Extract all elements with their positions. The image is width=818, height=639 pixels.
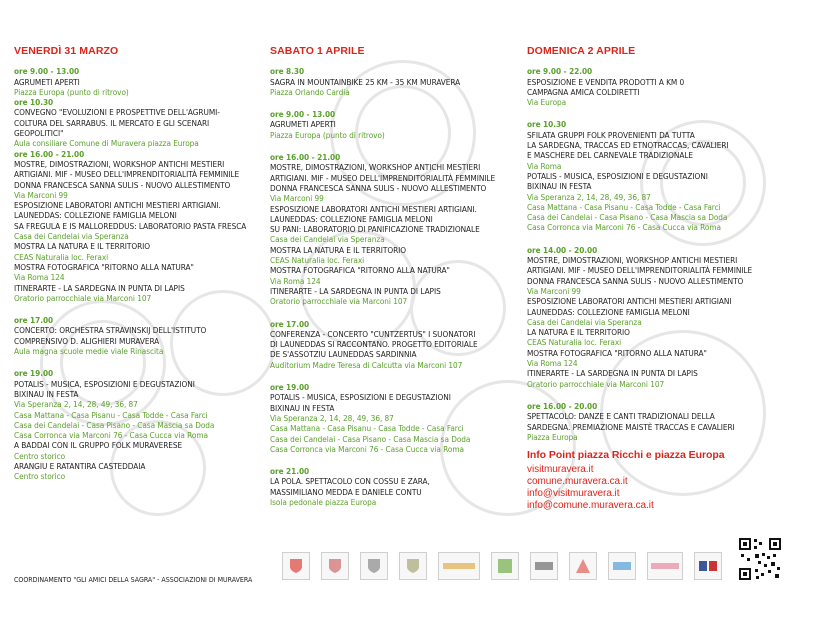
crest-logo: [282, 552, 310, 580]
spacer: [270, 140, 520, 152]
event-location: Via Marconi 99: [527, 285, 581, 296]
event-description: AGRUMETI APERTI: [270, 119, 336, 130]
event-location: Via Marconi 99: [270, 193, 324, 204]
event-description: SPETTACOLO: DANZE E CANTI TRADIZIONALI DELLA: [527, 411, 715, 422]
day-heading: VENERDÌ 31 MARZO: [14, 45, 119, 57]
day-heading: DOMENICA 2 APRILE: [527, 45, 636, 57]
event-description: SU PANI: LABORATORIO DI PANIFICAZIONE TRADIZIONALE: [270, 224, 480, 235]
event-description: DI LAUNEDDAS SI RACCONTANO. PROGETTO EDITORIALE: [270, 339, 478, 350]
info-link[interactable]: info@comune.muravera.ca.it: [527, 500, 654, 512]
event-description: ARTIGIANI. MIF - MUSEO DELL'IMPRENDITORIALITÀ FEMMINILE: [527, 265, 753, 276]
event-description: POTALIS - MUSICA, ESPOSIZIONI E DEGUSTAZIONI: [527, 170, 708, 181]
event-description: LAUNEDDAS: COLLEZIONE FAMIGLIA MELONI: [270, 213, 433, 224]
event-time: ore 10.30: [527, 119, 567, 130]
event-location: Casa dei Candelai via Speranza: [270, 234, 385, 245]
event-description: AGRUMETI APERTI: [14, 76, 80, 87]
event-description: LAUNEDDAS: COLLEZIONE FAMIGLIA MELONI: [14, 210, 177, 221]
event-description: MOSTRA FOTOGRAFICA "RITORNO ALLA NATURA": [527, 347, 707, 358]
event-location: Centro storico: [14, 450, 66, 461]
day-heading: SABATO 1 APRILE: [270, 45, 365, 57]
event-description: DONNA FRANCESCA SANNA SULIS - NUOVO ALLESTIMENTO: [270, 182, 487, 193]
event-description: BIXINAU IN FESTA: [270, 402, 335, 413]
event-time: ore 19.00: [14, 368, 54, 379]
event-description: DONNA FRANCESCA SANNA SULIS - NUOVO ALLESTIMENTO: [527, 275, 744, 286]
event-description: MOSTRA LA NATURA E IL TERRITORIO: [14, 241, 151, 252]
info-link[interactable]: info@visitmuravera.it: [527, 488, 620, 500]
qr-code-icon[interactable]: [738, 537, 782, 581]
event-description: MOSTRA FOTOGRAFICA "RITORNO ALLA NATURA": [270, 265, 450, 276]
event-location: Casa dei Candelai - Casa Pisano - Casa Mascia sa Doda: [14, 419, 215, 430]
event-time: ore 16.00 - 20.00: [527, 400, 598, 411]
spacer: [14, 303, 264, 315]
event-location: Aula consiliare Comune di Muravera piazza Europa: [14, 138, 199, 149]
event-time: ore 9.00 - 22.00: [527, 66, 593, 77]
event-location: Via Roma: [527, 160, 562, 171]
event-location: Piazza Europa: [527, 431, 578, 442]
event-location: Casa Mattana - Casa Pisanu - Casa Todde - Casa Farci: [527, 201, 721, 212]
event-description: ITINERARTE - LA SARDEGNA IN PUNTA DI LAPIS: [14, 282, 185, 293]
event-description: POTALIS - MUSICA, ESPOSIZIONI E DEGUSTAZIONI: [270, 392, 451, 403]
event-description: COMPRENSIVO D. ALIGHIERI MURAVERA: [14, 335, 160, 346]
event-time: ore 16.00 - 21.00: [14, 148, 85, 159]
event-location: Oratorio parrocchiale via Marconi 107: [270, 296, 408, 307]
event-location: Isola pedonale piazza Europa: [270, 496, 377, 507]
sponsor-logos: [282, 552, 722, 580]
event-description: SARDEGNA. PREMIAZIONE MAISTÈ TRACCAS E CAVALIERI: [527, 421, 735, 432]
region-logo: [321, 552, 349, 580]
info-link[interactable]: visitmuravera.it: [527, 464, 594, 476]
event-location: Oratorio parrocchiale via Marconi 107: [527, 378, 665, 389]
event-description: COLTURA DEL SARRABUS. IL MERCATO E GLI SCENARI: [14, 117, 210, 128]
spacer: [527, 233, 777, 245]
event-time: ore 10.30: [14, 97, 54, 108]
event-description: MOSTRE, DIMOSTRAZIONI, WORKSHOP ANTICHI MESTIERI: [527, 255, 738, 266]
info-link[interactable]: comune.muravera.ca.it: [527, 476, 628, 488]
event-description: ARTIGIANI. MIF - MUSEO DELL'IMPRENDITORIALITÀ FEMMINILE: [14, 169, 240, 180]
event-list: [14, 66, 264, 481]
event-list: [527, 66, 777, 442]
spacer: [527, 107, 777, 119]
event-description: CONFERENZA - CONCERTO "CUNTZERTUS" I SUONATORI: [270, 328, 476, 339]
event-description: MOSTRA LA NATURA E IL TERRITORIO: [270, 244, 407, 255]
event-location: Auditorium Madre Teresa di Calcutta via Marconi 107: [270, 359, 463, 370]
event-description: SFILATA GRUPPI FOLK PROVENIENTI DA TUTTA: [527, 129, 695, 140]
event-time: ore 9.00 - 13.00: [14, 66, 80, 77]
event-location: CEAS Naturalia loc. Feraxi: [270, 255, 365, 266]
event-time: ore 9.00 - 13.00: [270, 109, 336, 120]
event-time: ore 16.00 - 21.00: [270, 152, 341, 163]
event-location: Aula magna scuole medie viale Rinascita: [14, 346, 164, 357]
event-location: Casa dei Candelai - Casa Pisano - Casa Mascia sa Doda: [270, 433, 471, 444]
event-description: ITINERARTE - LA SARDEGNA IN PUNTA DI LAPIS: [527, 368, 698, 379]
event-description: POTALIS - MUSICA, ESPOSIZIONI E DEGUSTAZIONI: [14, 378, 195, 389]
program-column-saturday: [270, 42, 520, 507]
muravera-logo: [647, 552, 683, 580]
event-description: LA SARDEGNA, TRACCAS ED ETNOTRACCAS, CAVALIERI: [527, 140, 729, 151]
sardegna-logo: [438, 552, 480, 580]
event-description: BIXINAU IN FESTA: [14, 388, 79, 399]
event-location: Casa Corronca via Marconi 76 - Casa Cucca via Roma: [527, 222, 721, 233]
coldiretti-logo: [608, 552, 636, 580]
event-description: E MASCHERE DEL CARNEVALE TRADIZIONALE: [527, 150, 694, 161]
event-location: Casa dei Candelai via Speranza: [14, 231, 129, 242]
event-description: MASSIMILIANO MEDDA E DANIELE CONTU: [270, 486, 422, 497]
event-time: ore 19.00: [270, 382, 310, 393]
event-location: Piazza Europa (punto di ritrovo): [270, 129, 385, 140]
event-description: DE S'ASSOTZIU LAUNEDDAS SARDINNIA: [270, 349, 417, 360]
event-location: Piazza Orlando Cardia: [270, 86, 350, 97]
event-description: A BADDAI CON IL GRUPPO FOLK MURAVERESE: [14, 440, 183, 451]
event-location: Via Europa: [527, 97, 567, 108]
event-time: ore 17.00: [14, 315, 54, 326]
event-time: ore 21.00: [270, 466, 310, 477]
event-description: ARANGIU E RATANTIRA CASTEDDAIA: [14, 460, 146, 471]
event-description: DONNA FRANCESCA SANNA SULIS - NUOVO ALLESTIMENTO: [14, 179, 231, 190]
event-location: Via Speranza 2, 14, 28, 49, 36, 87: [270, 412, 394, 423]
event-time: ore 17.00: [270, 318, 310, 329]
event-description: LA NATURA E IL TERRITORIO: [527, 327, 630, 338]
event-description: ARTIGIANI. MIF - MUSEO DELL'IMPRENDITORIALITÀ FEMMINILE: [270, 172, 496, 183]
event-description: ESPOSIZIONE LABORATORI ANTICHI MESTIERI ARTIGIANI.: [270, 203, 477, 214]
event-description: LA POLA. SPETTACOLO CON COSSU E ZARA,: [270, 476, 430, 487]
municipality-logo: [399, 552, 427, 580]
event-location: Via Marconi 99: [14, 189, 68, 200]
event-location: CEAS Naturalia loc. Feraxi: [527, 337, 622, 348]
event-list: [270, 66, 520, 507]
event-location: Casa Mattana - Casa Pisanu - Casa Todde - Casa Farci: [270, 423, 464, 434]
event-location: Centro storico: [14, 471, 66, 482]
event-description: BIXINAU IN FESTA: [527, 181, 592, 192]
province-logo: [360, 552, 388, 580]
event-description: ESPOSIZIONE LABORATORI ANTICHI MESTIERI ARTIGIANI.: [14, 200, 221, 211]
social-icons[interactable]: [694, 552, 722, 580]
footer-credit: COORDINAMENTO "GLI AMICI DELLA SAGRA" - ASSOCIAZIONI DI MURAVERA: [14, 576, 253, 584]
event-time: ore 8.30: [270, 66, 305, 77]
event-location: Casa dei Candelai - Casa Pisano - Casa Mascia sa Doda: [527, 212, 728, 223]
event-description: CONVEGNO "EVOLUZIONI E PROSPETTIVE DELL'AGRUMI-: [14, 107, 220, 118]
event-location: Casa Corronca via Marconi 76 - Casa Cucca via Roma: [14, 430, 208, 441]
naturalia-logo: [491, 552, 519, 580]
event-description: CONCERTO: ORCHESTRA STRAVINSKIJ DELL'ISTITUTO: [14, 325, 207, 336]
event-description: GEOPOLITICI": [14, 128, 64, 139]
event-location: CEAS Naturalia loc. Feraxi: [14, 251, 109, 262]
event-description: ITINERARTE - LA SARDEGNA IN PUNTA DI LAPIS: [270, 285, 441, 296]
spacer: [14, 356, 264, 368]
event-location: Piazza Europa (punto di ritrovo): [14, 86, 129, 97]
event-location: Via Speranza 2, 14, 28, 49, 36, 87: [527, 191, 651, 202]
program-column-sunday: [527, 42, 777, 512]
spacer: [527, 389, 777, 401]
event-location: Via Speranza 2, 14, 28, 49, 36, 87: [14, 399, 138, 410]
event-location: Casa Corronca via Marconi 76 - Casa Cucca via Roma: [270, 443, 464, 454]
event-time: ore 14.00 - 20.00: [527, 244, 598, 255]
event-location: Casa dei Candelai via Speranza: [527, 316, 642, 327]
event-description: ESPOSIZIONE E VENDITA PRODOTTI A KM 0: [527, 76, 685, 87]
event-description: SA FREGULA E IS MALLOREDDUS: LABORATORIO PASTA FRESCA: [14, 220, 247, 231]
event-description: MOSTRE, DIMOSTRAZIONI, WORKSHOP ANTICHI MESTIERI: [14, 158, 225, 169]
event-location: Via Roma 124: [527, 358, 578, 369]
program-column-friday: [14, 42, 264, 482]
event-location: Oratorio parrocchiale via Marconi 107: [14, 292, 152, 303]
mif-logo: [530, 552, 558, 580]
event-location: Via Roma 124: [14, 272, 65, 283]
event-description: MOSTRE, DIMOSTRAZIONI, WORKSHOP ANTICHI MESTIERI: [270, 162, 481, 173]
spacer: [270, 454, 520, 466]
event-description: CAMPAGNA AMICA COLDIRETTI: [527, 86, 640, 97]
event-description: ESPOSIZIONE LABORATORI ANTICHI MESTIERI ARTIGIANI: [527, 296, 732, 307]
event-description: SAGRA IN MOUNTAINBIKE 25 KM - 35 KM MURAVERA: [270, 76, 461, 87]
folk-logo: [569, 552, 597, 580]
info-point-title: Info Point piazza Ricchi e piazza Europa: [527, 449, 725, 462]
event-location: Casa Mattana - Casa Pisanu - Casa Todde - Casa Farci: [14, 409, 208, 420]
spacer: [270, 307, 520, 319]
spacer: [270, 97, 520, 109]
event-description: MOSTRA FOTOGRAFICA "RITORNO ALLA NATURA": [14, 261, 194, 272]
event-location: Via Roma 124: [270, 275, 321, 286]
event-description: LAUNEDDAS: COLLEZIONE FAMIGLIA MELONI: [527, 306, 690, 317]
spacer: [270, 370, 520, 382]
